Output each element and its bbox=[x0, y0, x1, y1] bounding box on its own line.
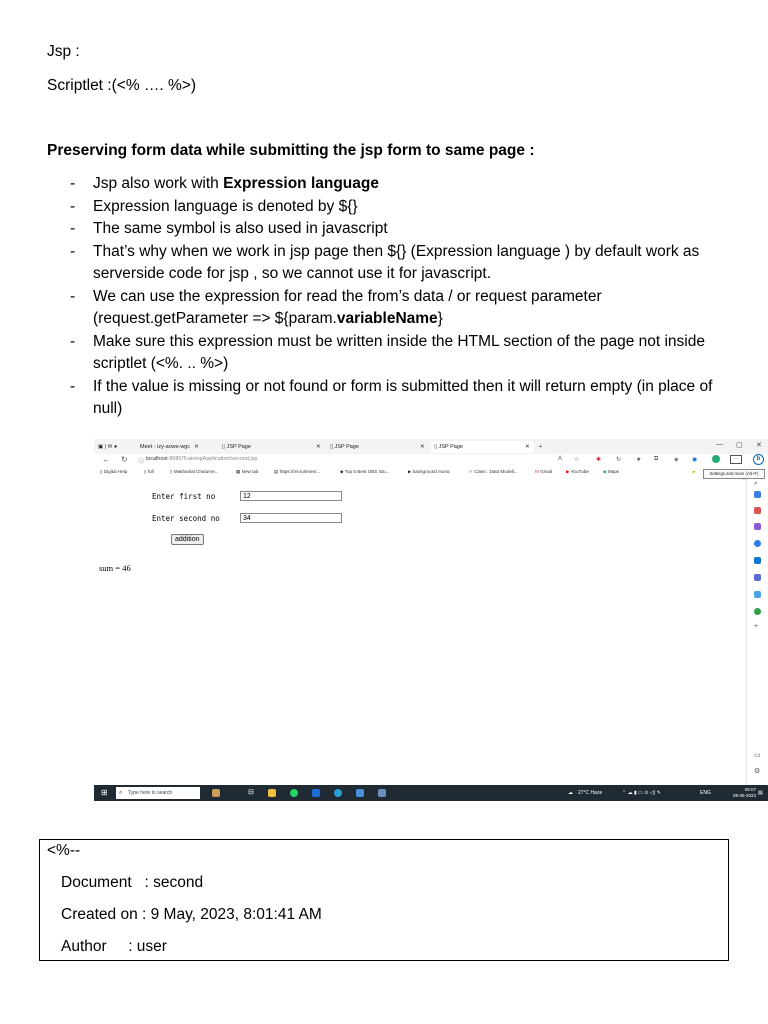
bullet-item: - That’s why when we work in jsp page then ${} (Expression language ) by default work as serverside code for jsp , so we cannot use it for javascript. bbox=[70, 241, 730, 286]
bullet-item: - The same symbol is also used in javascript bbox=[70, 218, 730, 241]
tab-jsp-2[interactable]: ▯ JSP Page bbox=[330, 444, 359, 450]
designer-icon[interactable] bbox=[754, 591, 761, 598]
tray-icons[interactable]: ⌃ ☁ ▮ ▭ ⊙ ◁) ✎ bbox=[622, 790, 661, 796]
fav-new-tab[interactable]: ▦ New tab bbox=[236, 469, 259, 474]
addition-button[interactable]: addition bbox=[171, 534, 204, 545]
tab-jsp-2-close[interactable]: ✕ bbox=[420, 444, 425, 450]
fav-music[interactable]: ▶ background music bbox=[408, 469, 451, 474]
bullet-item: - Jsp also work with Expression language bbox=[70, 173, 730, 196]
address-bar bbox=[94, 454, 768, 468]
first-number-input[interactable]: 12 bbox=[240, 491, 342, 501]
search-icon: ⌕ bbox=[119, 790, 123, 796]
edge-icon[interactable] bbox=[334, 789, 342, 797]
read-aloud-icon[interactable]: A bbox=[558, 456, 563, 462]
favorites-bar-icon[interactable]: ★ bbox=[636, 457, 642, 463]
sum-result: sum = 46 bbox=[99, 563, 131, 573]
browser-essentials-icon[interactable]: ◉ bbox=[692, 457, 698, 463]
comment-author: Author : user bbox=[61, 938, 167, 955]
fav-maps[interactable]: ◆ Maps bbox=[603, 469, 620, 474]
games-icon[interactable] bbox=[754, 523, 761, 530]
settings-tooltip: Settings and more (Alt+F) bbox=[703, 469, 765, 479]
scriptlet-label: Scriptlet :(<% …. %>) bbox=[47, 77, 197, 94]
shopping-icon[interactable] bbox=[754, 491, 761, 498]
tab-jsp-1-close[interactable]: ✕ bbox=[316, 444, 321, 450]
settings-more-icon[interactable]: ··· bbox=[730, 455, 742, 464]
taskbar-search[interactable]: ⌕ Type here to search bbox=[116, 787, 200, 799]
sidebar-layout-icon[interactable]: ▭ bbox=[754, 752, 761, 759]
store-icon[interactable] bbox=[356, 789, 364, 797]
tab-bar bbox=[94, 439, 768, 455]
bullet-item: - We can use the expression for read the from’s data / or request parameter (request.getParameter => ${param.variableName} bbox=[70, 286, 730, 331]
info-icon: ⓘ bbox=[138, 459, 145, 465]
minimize-icon[interactable]: — bbox=[716, 441, 723, 448]
clock[interactable]: 08:07 09-05-2023 bbox=[732, 787, 756, 798]
tree-icon[interactable] bbox=[754, 608, 761, 615]
bing-icon[interactable]: b bbox=[753, 454, 764, 465]
shield-icon[interactable]: ◈ bbox=[674, 457, 679, 463]
fav-class[interactable]: ✓ Class : Data Modell... bbox=[469, 469, 518, 474]
app-icon[interactable] bbox=[312, 789, 320, 797]
refresh-page-icon[interactable]: ↻ bbox=[616, 457, 622, 463]
comment-document: Document : second bbox=[61, 874, 204, 891]
close-window-icon[interactable]: ✕ bbox=[756, 442, 762, 449]
comment-open: <%-- bbox=[47, 842, 81, 859]
edge-sidebar bbox=[746, 479, 768, 785]
folder-icon[interactable]: ▰ bbox=[692, 469, 696, 474]
search-icon[interactable]: ⌕ bbox=[754, 480, 758, 487]
weather-icon[interactable]: ☁ bbox=[568, 790, 573, 796]
drop-icon[interactable] bbox=[754, 574, 761, 581]
bullet-item: - Make sure this expression must be written inside the HTML section of the page not inside scriptlet (<%. .. %>) bbox=[70, 331, 730, 376]
fav-obs[interactable]: ◆ Top 5 Best OBS Stu... bbox=[340, 469, 390, 474]
file-explorer-icon[interactable] bbox=[268, 789, 276, 797]
tab-jsp-active[interactable]: ▯ JSP Page ✕ bbox=[431, 441, 534, 453]
microsoft-365-icon[interactable] bbox=[754, 540, 761, 547]
task-view-icon[interactable]: ⊟ bbox=[248, 789, 254, 796]
back-icon[interactable]: ← bbox=[102, 455, 110, 464]
taskbar bbox=[94, 785, 768, 801]
fav-youtube[interactable]: ▶ YouTube bbox=[566, 469, 589, 474]
add-icon[interactable]: + bbox=[754, 623, 759, 630]
news-icon[interactable] bbox=[212, 789, 220, 797]
windows-start-icon[interactable]: ⊞ bbox=[101, 788, 108, 797]
favorite-icon[interactable]: ☆ bbox=[574, 457, 580, 463]
tab-jsp-1[interactable]: ▯ JSP Page bbox=[222, 444, 251, 450]
language-indicator[interactable]: ENG bbox=[700, 790, 711, 796]
new-tab-button[interactable]: + bbox=[539, 444, 543, 450]
section-title: Preserving form data while submitting the jsp form to same page : bbox=[47, 142, 535, 159]
second-number-label: Enter second no bbox=[152, 514, 220, 523]
weather-text[interactable]: 27°C Haze bbox=[578, 790, 603, 796]
browser-screenshot bbox=[94, 439, 768, 801]
tab-meet[interactable]: Meet - izy-aows-wgc ✕ bbox=[140, 444, 199, 450]
outlook-icon[interactable] bbox=[754, 557, 761, 564]
comment-block bbox=[39, 839, 729, 961]
maximize-icon[interactable]: ▢ bbox=[736, 442, 743, 449]
tools-icon[interactable] bbox=[754, 507, 761, 514]
fav-digital-help[interactable]: ▯ Digital Help bbox=[100, 469, 128, 474]
web-page-content bbox=[94, 479, 742, 785]
collections-icon[interactable]: ⧉ bbox=[654, 456, 659, 462]
fav-makhanlal[interactable]: ▯ Makhanlal Chaturve... bbox=[170, 469, 219, 474]
gear-icon[interactable]: ⚙ bbox=[754, 768, 761, 775]
refresh-icon[interactable]: ↻ bbox=[121, 455, 128, 464]
first-number-label: Enter first no bbox=[152, 492, 216, 501]
fav-full[interactable]: ▯ full bbox=[144, 469, 154, 474]
fav-gmail[interactable]: M Gmail bbox=[535, 469, 553, 474]
bullet-item: - Expression language is denoted by ${} bbox=[70, 196, 730, 219]
bullet-item: - If the value is missing or not found or form is submitted then it will return empty (in place of null) bbox=[70, 376, 730, 421]
app-2-icon[interactable] bbox=[378, 789, 386, 797]
notification-icon[interactable]: ▤ bbox=[758, 790, 763, 796]
second-number-input[interactable]: 34 bbox=[240, 513, 342, 523]
extension-icon[interactable]: ✱ bbox=[596, 457, 602, 463]
fav-recruitment[interactable]: ▤ https://recruitment... bbox=[274, 469, 321, 474]
profile-avatar[interactable] bbox=[712, 455, 720, 463]
comment-created: Created on : 9 May, 2023, 8:01:41 AM bbox=[61, 906, 322, 923]
bullet-list bbox=[70, 173, 730, 421]
jsp-label: Jsp : bbox=[47, 43, 80, 60]
url-field[interactable]: localhost:8080/TrainingApplication/second.jsp bbox=[146, 456, 258, 462]
window-menu-icon[interactable]: ▣ | ✉ ● bbox=[98, 444, 118, 450]
whatsapp-icon[interactable] bbox=[290, 789, 298, 797]
